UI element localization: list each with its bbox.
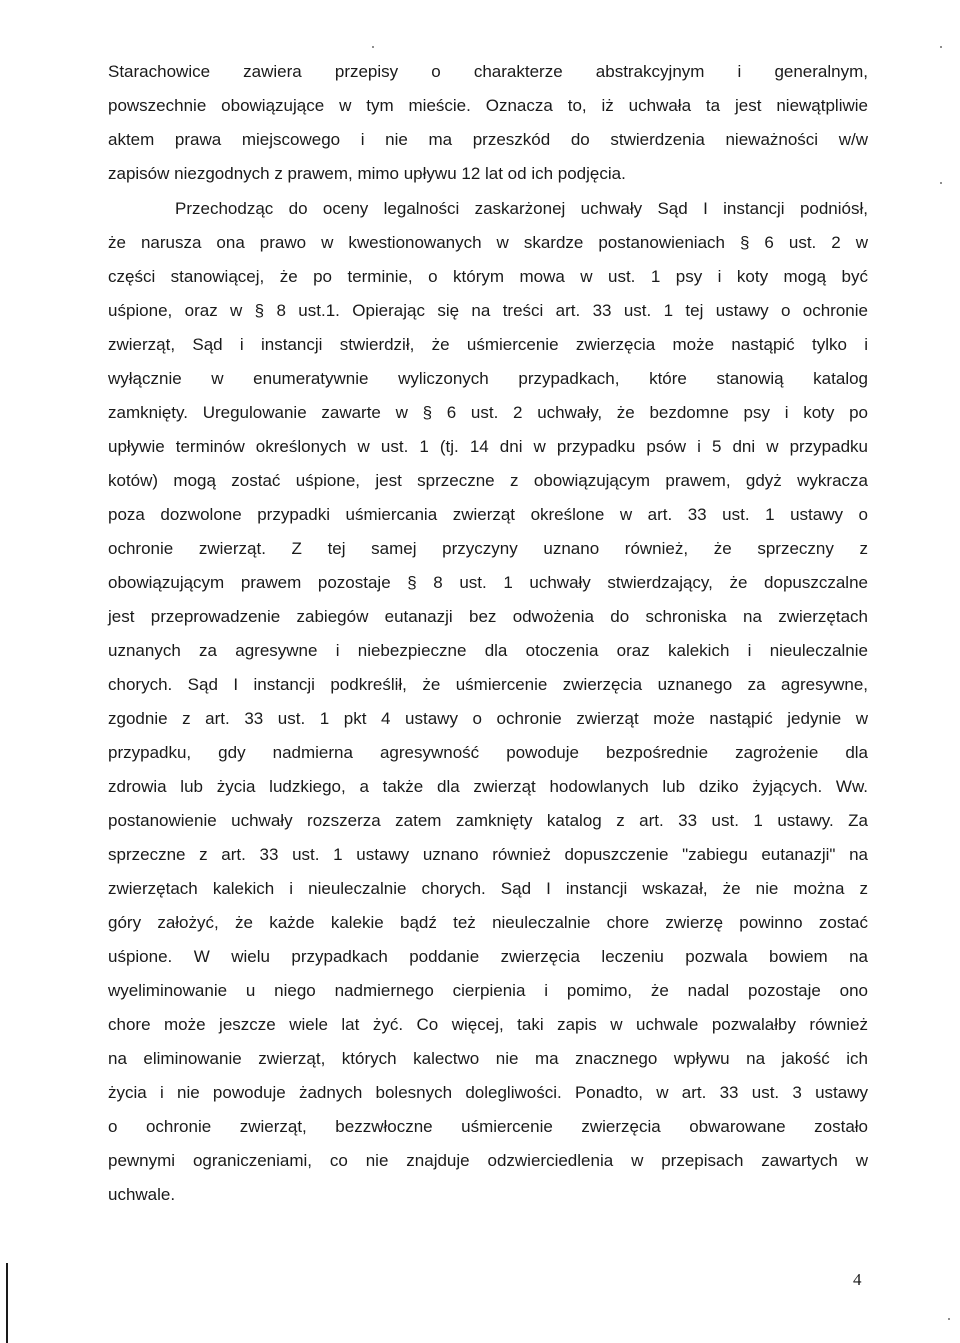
text-line: postanowienie uchwały rozszerza zatem zamknięty katalog z art. 33 ust. 1 ustawy. Za <box>108 811 868 830</box>
scan-speck <box>940 182 942 184</box>
scan-speck <box>940 46 942 48</box>
text-line: życia i nie powoduje żadnych bolesnych dolegliwości. Ponadto, w art. 33 ust. 3 ustawy <box>108 1083 868 1102</box>
text-line: aktem prawa miejscowego i nie ma przeszkód do stwierdzenia nieważności w/w <box>108 130 868 149</box>
text-line: zwierząt, Sąd i instancji stwierdził, że uśmiercenie zwierzęcia może nastąpić tylko i <box>108 335 868 354</box>
text-line: Starachowice zawiera przepisy o charakterze abstrakcyjnym i generalnym, <box>108 62 868 81</box>
text-line: uśpione. W wielu przypadkach poddanie zwierzęcia leczeniu pozwala bowiem na <box>108 947 868 966</box>
text-line: chore może jeszcze wiele lat żyć. Co więcej, taki zapis w uchwale pozwalałby również <box>108 1015 868 1034</box>
text-line: zwierzętach kalekich i nieuleczalnie chorych. Sąd I instancji wskazał, że nie można z <box>108 879 868 898</box>
text-line: góry założyć, że każde kalekie bądź też nieuleczalnie chore zwierzę powinno zostać <box>108 913 868 932</box>
text-line: jest przeprowadzenie zabiegów eutanazji bez odwożenia do schroniska na zwierzętach <box>108 607 868 626</box>
text-line: że narusza ona prawo w kwestionowanych w skardze postanowieniach § 6 ust. 2 w <box>108 233 868 252</box>
text-line: przypadku, gdy nadmierna agresywność powoduje bezpośrednie zagrożenie dla <box>108 743 868 762</box>
text-line: upływie terminów określonych w ust. 1 (tj. 14 dni w przypadku psów i 5 dni w przypadku <box>108 437 868 456</box>
text-line: poza dozwolone przypadki uśmiercania zwierząt określone w art. 33 ust. 1 ustawy o <box>108 505 868 524</box>
text-line: zdrowia lub życia ludzkiego, a także dla zwierząt hodowlanych lub dziko żyjących. Ww. <box>108 777 868 796</box>
scan-speck <box>948 1318 950 1320</box>
text-line: ochronie zwierząt. Z tej samej przyczyny uznano również, że sprzeczny z <box>108 539 868 558</box>
text-line: powszechnie obowiązujące w tym mieście. Oznacza to, iż uchwała ta jest niewątpliwie <box>108 96 868 115</box>
text-line: zapisów niezgodnych z prawem, mimo upływu 12 lat od ich podjęcia. <box>108 164 626 183</box>
page-number: 4 <box>853 1270 862 1289</box>
text-line: chorych. Sąd I instancji podkreślił, że uśmiercenie zwierzęcia uznanego za agresywne, <box>108 675 868 694</box>
text-line: o ochronie zwierząt, bezzwłoczne uśmiercenie zwierzęcia obwarowane zostało <box>108 1117 868 1136</box>
text-line: wyeliminowanie u niego nadmiernego cierpienia i pomimo, że nadal pozostaje ono <box>108 981 868 1000</box>
text-line: zgodnie z art. 33 ust. 1 pkt 4 ustawy o ochronie zwierząt może nastąpić jedynie w <box>108 709 868 728</box>
text-line: pewnymi ograniczeniami, co nie znajduje odzwierciedlenia w przepisach zawartych w <box>108 1151 868 1170</box>
text-line: kotów) mogą zostać uśpione, jest sprzeczne z obowiązującym prawem, gdyż wykracza <box>108 471 868 490</box>
scan-speck <box>372 46 374 48</box>
paragraph-first-line: Przechodząc do oceny legalności zaskarżonej uchwały Sąd I instancji podniósł, <box>175 199 868 218</box>
text-line: wyłącznie w enumeratywnie wyliczonych przypadkach, które stanowią katalog <box>108 369 868 388</box>
text-line: uznanych za agresywne i niebezpieczne dla otoczenia oraz kalekich i nieuleczalnie <box>108 641 868 660</box>
text-line: na eliminowanie zwierząt, których kalectwo nie ma znacznego wpływu na jakość ich <box>108 1049 868 1068</box>
scan-edge-mark <box>6 1263 8 1343</box>
text-line: uchwale. <box>108 1185 176 1204</box>
text-line: zamknięty. Uregulowanie zawarte w § 6 ust. 2 uchwały, że bezdomne psy i koty po <box>108 403 868 422</box>
text-line: obowiązującym prawem pozostaje § 8 ust. 1 uchwały stwierdzający, że dopuszczalne <box>108 573 868 592</box>
text-line: sprzeczne z art. 33 ust. 1 ustawy uznano również dopuszczenie "zabiegu eutanazji" na <box>108 845 868 864</box>
text-line: części stanowiącej, że po terminie, o którym mowa w ust. 1 psy i koty mogą być <box>108 267 868 286</box>
text-line: uśpione, oraz w § 8 ust.1. Opierając się na treści art. 33 ust. 1 tej ustawy o ochronie <box>108 301 868 320</box>
